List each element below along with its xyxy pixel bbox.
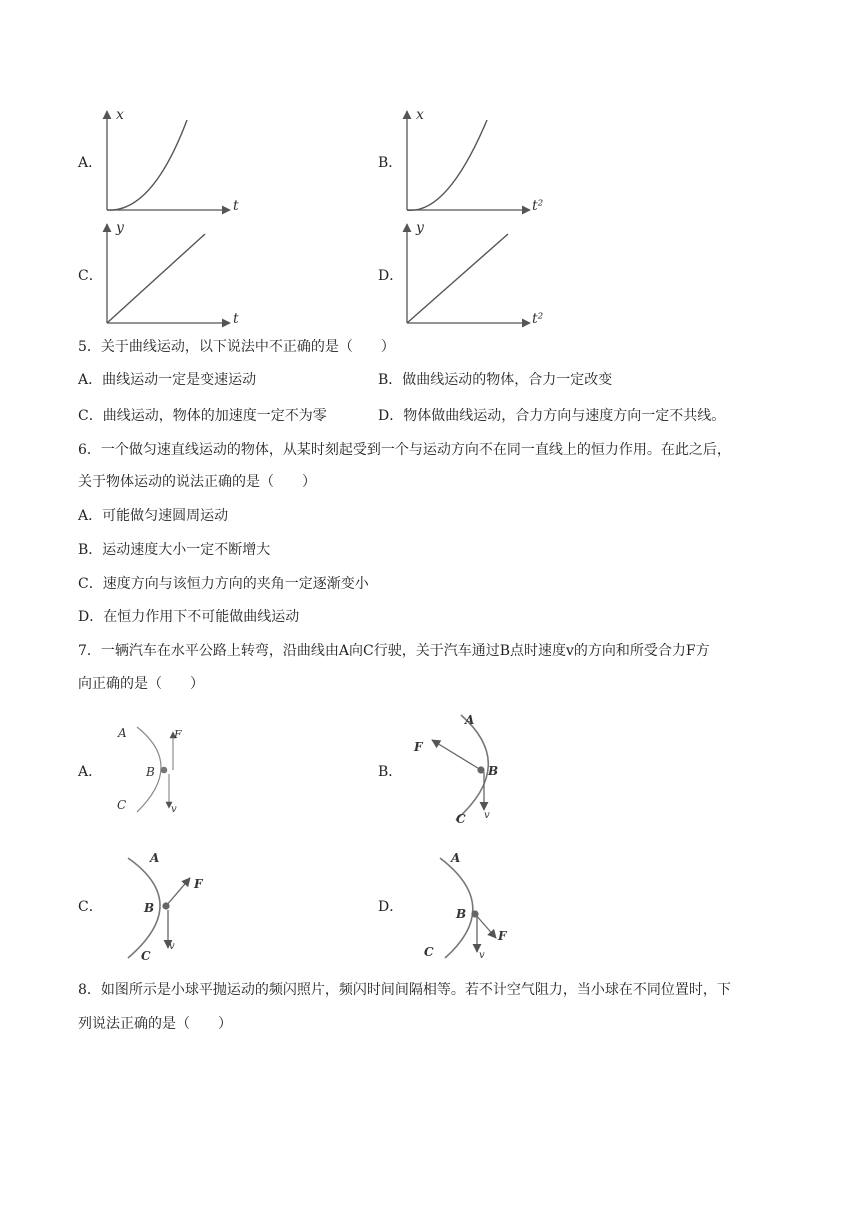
curve-diagram-d [418, 846, 528, 964]
y-axis-label: x [416, 107, 424, 123]
graph-x-vs-t-curve [92, 105, 252, 220]
graph-y-vs-t-line [92, 218, 252, 333]
curve-diagram-b [408, 710, 518, 828]
force-label: F [414, 740, 423, 754]
option-label: C． [78, 899, 103, 915]
force-label: F [174, 728, 182, 741]
q5-option-d[interactable]: D．物体做曲线运动，合力方向与速度方向一定不共线。 [378, 408, 726, 424]
velocity-label: v [484, 810, 490, 821]
q6-option-d[interactable]: D．在恒力作用下不可能做曲线运动 [78, 609, 300, 625]
option-label: B． [378, 764, 403, 780]
force-label: F [194, 877, 203, 891]
q5-option-c[interactable]: C．曲线运动，物体的加速度一定不为零 [78, 408, 327, 424]
option-label: D． [378, 899, 404, 915]
y-axis-label: x [116, 107, 124, 123]
x-axis-label: t [233, 311, 239, 327]
point-c-label: C [456, 812, 466, 826]
curve-diagram-a [110, 720, 200, 820]
q6-option-a[interactable]: A．可能做匀速圆周运动 [78, 508, 229, 524]
velocity-label: v [169, 941, 175, 952]
q6-option-c[interactable]: C．速度方向与该恒力方向的夹角一定逐渐变小 [78, 576, 369, 592]
x-axis-label: t [233, 198, 239, 214]
q7-stem-line2: 向正确的是（ ） [78, 676, 204, 692]
point-a-label: A [150, 851, 160, 865]
option-label: B． [378, 155, 403, 171]
graph-x-vs-t2-curve [392, 105, 557, 220]
q5-option-b[interactable]: B．做曲线运动的物体，合力一定改变 [378, 372, 613, 388]
y-axis-label: y [116, 220, 124, 236]
option-label: C． [78, 268, 103, 284]
point-a-label: A [118, 726, 127, 740]
q5-stem: 5．关于曲线运动，以下说法中不正确的是（ ） [78, 339, 395, 355]
q7-stem-line1: 7．一辆汽车在水平公路上转弯，沿曲线由A向C行驶，关于汽车通过B点时速度v的方向和所受合力F方 [78, 643, 710, 659]
point-b-label: B [488, 764, 499, 778]
graph-y-vs-t2-line [392, 218, 557, 333]
curve-diagram-c [110, 848, 220, 966]
option-label: A． [78, 155, 103, 171]
force-label: F [498, 929, 507, 943]
q6-stem-line1: 6．一个做匀速直线运动的物体，从某时刻起受到一个与运动方向不在同一直线上的恒力作用。在此之后， [78, 442, 731, 458]
q6-stem-line2: 关于物体运动的说法正确的是（ ） [78, 474, 316, 490]
velocity-label: v [479, 950, 485, 961]
x-axis-label: t² [532, 311, 544, 327]
option-label: D． [378, 268, 404, 284]
point-b-label: B [144, 901, 155, 915]
point-c-label: C [424, 945, 434, 959]
x-axis-label: t² [532, 198, 544, 214]
point-c-label: C [117, 798, 127, 812]
q8-stem-line2: 列说法正确的是（ ） [78, 1016, 232, 1032]
point-a-label: A [465, 713, 475, 727]
point-b-label: B [146, 765, 155, 779]
point-c-label: C [141, 949, 151, 963]
option-label: A． [78, 764, 103, 780]
point-a-label: A [451, 851, 461, 865]
q8-stem-line1: 8．如图所示是小球平抛运动的频闪照片，频闪时间间隔相等。若不计空气阻力，当小球在不同位置时，下 [78, 982, 731, 998]
velocity-label: v [171, 804, 177, 815]
y-axis-label: y [416, 220, 424, 236]
q5-option-a[interactable]: A．曲线运动一定是变速运动 [78, 372, 257, 388]
q6-option-b[interactable]: B．运动速度大小一定不断增大 [78, 542, 271, 558]
point-b-label: B [456, 907, 467, 921]
